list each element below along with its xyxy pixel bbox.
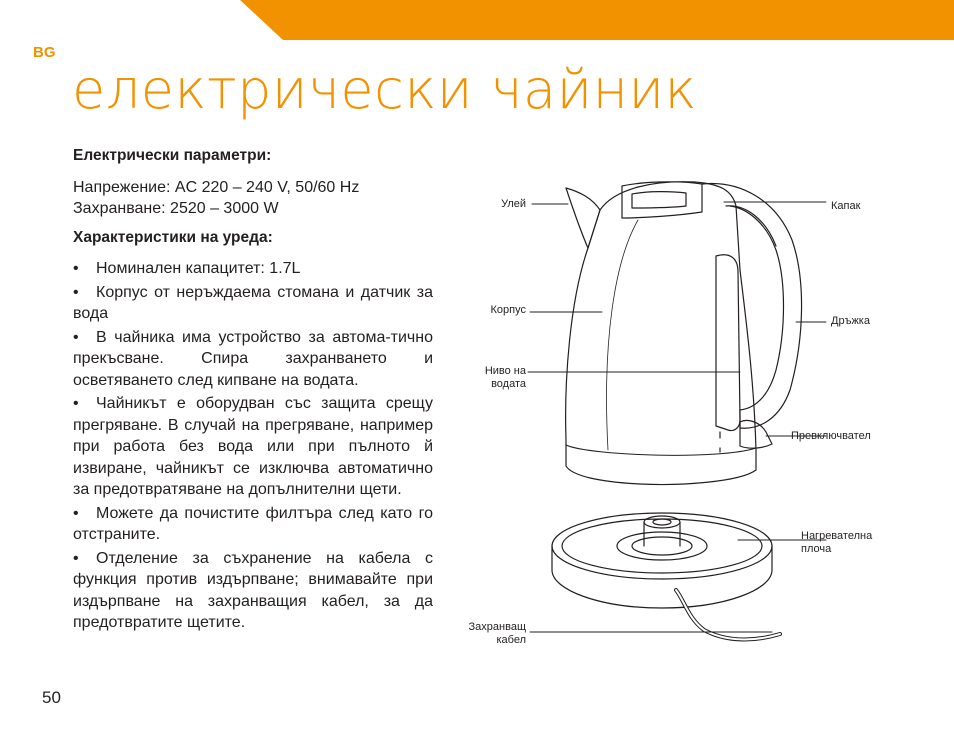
power-cable-label-line1: Захранващ: [468, 621, 526, 633]
heating-plate-label: [801, 530, 872, 556]
heating-plate-label-line2: плоча: [801, 543, 832, 555]
feature-item: • Корпус от неръждаема стомана и датчик за вода: [73, 282, 433, 325]
body-label: Корпус: [490, 304, 526, 316]
page-title: електрически чайник: [72, 58, 698, 121]
language-code: BG: [33, 44, 56, 61]
power-cable-label-line2: кабел: [496, 634, 526, 646]
kettle-diagram: [440, 160, 954, 680]
features-heading: Характеристики на уреда:: [73, 228, 273, 246]
kettle-illustration: [440, 160, 954, 680]
spout-label: Улей: [501, 198, 526, 210]
water-level-label: [485, 365, 526, 391]
text-column: [73, 145, 433, 636]
electrical-specs: [73, 177, 433, 219]
water-level-label-line2: водата: [491, 378, 526, 390]
feature-item: • В чайника има устройство за автома-тично прекъсване. Спира захранването и осветяването след кипване на водата.: [73, 327, 433, 392]
power-cable-label: [469, 621, 526, 647]
features-section: [73, 227, 433, 634]
voltage-spec: Напрежение: AC 220 – 240 V, 50/60 Hz: [73, 178, 360, 196]
feature-item: • Отделение за съхранение на кабела с функция против издърпване; внимавайте при издърпване на захранващия кабел, за да предотвратите щетите.: [73, 548, 433, 634]
feature-item: • Чайникът е оборудван със защита срещу прегряване. В случай на прегряване, например при работа без вода или при пълното й извиране, чайникът се изключва автоматично за предотвратяване на допълнителни щети.: [73, 393, 433, 501]
power-spec: Захранване: 2520 – 3000 W: [73, 199, 279, 217]
feature-item: • Номинален капацитет: 1.7L: [73, 258, 433, 280]
orange-header-band: [0, 0, 954, 40]
heating-plate-label-line1: Нагревателна: [801, 530, 873, 542]
feature-item: • Можете да почистите филтъра след като го отстраните.: [73, 503, 433, 546]
electrical-parameters-heading: Електрически параметри:: [73, 147, 272, 164]
features-list: [73, 258, 433, 634]
page-number: 50: [42, 688, 61, 707]
water-level-label-line1: Ниво на: [484, 365, 526, 377]
switch-label: Превключвател: [791, 430, 871, 442]
handle-label: Дръжка: [831, 315, 870, 327]
lid-label: Капак: [831, 200, 861, 212]
